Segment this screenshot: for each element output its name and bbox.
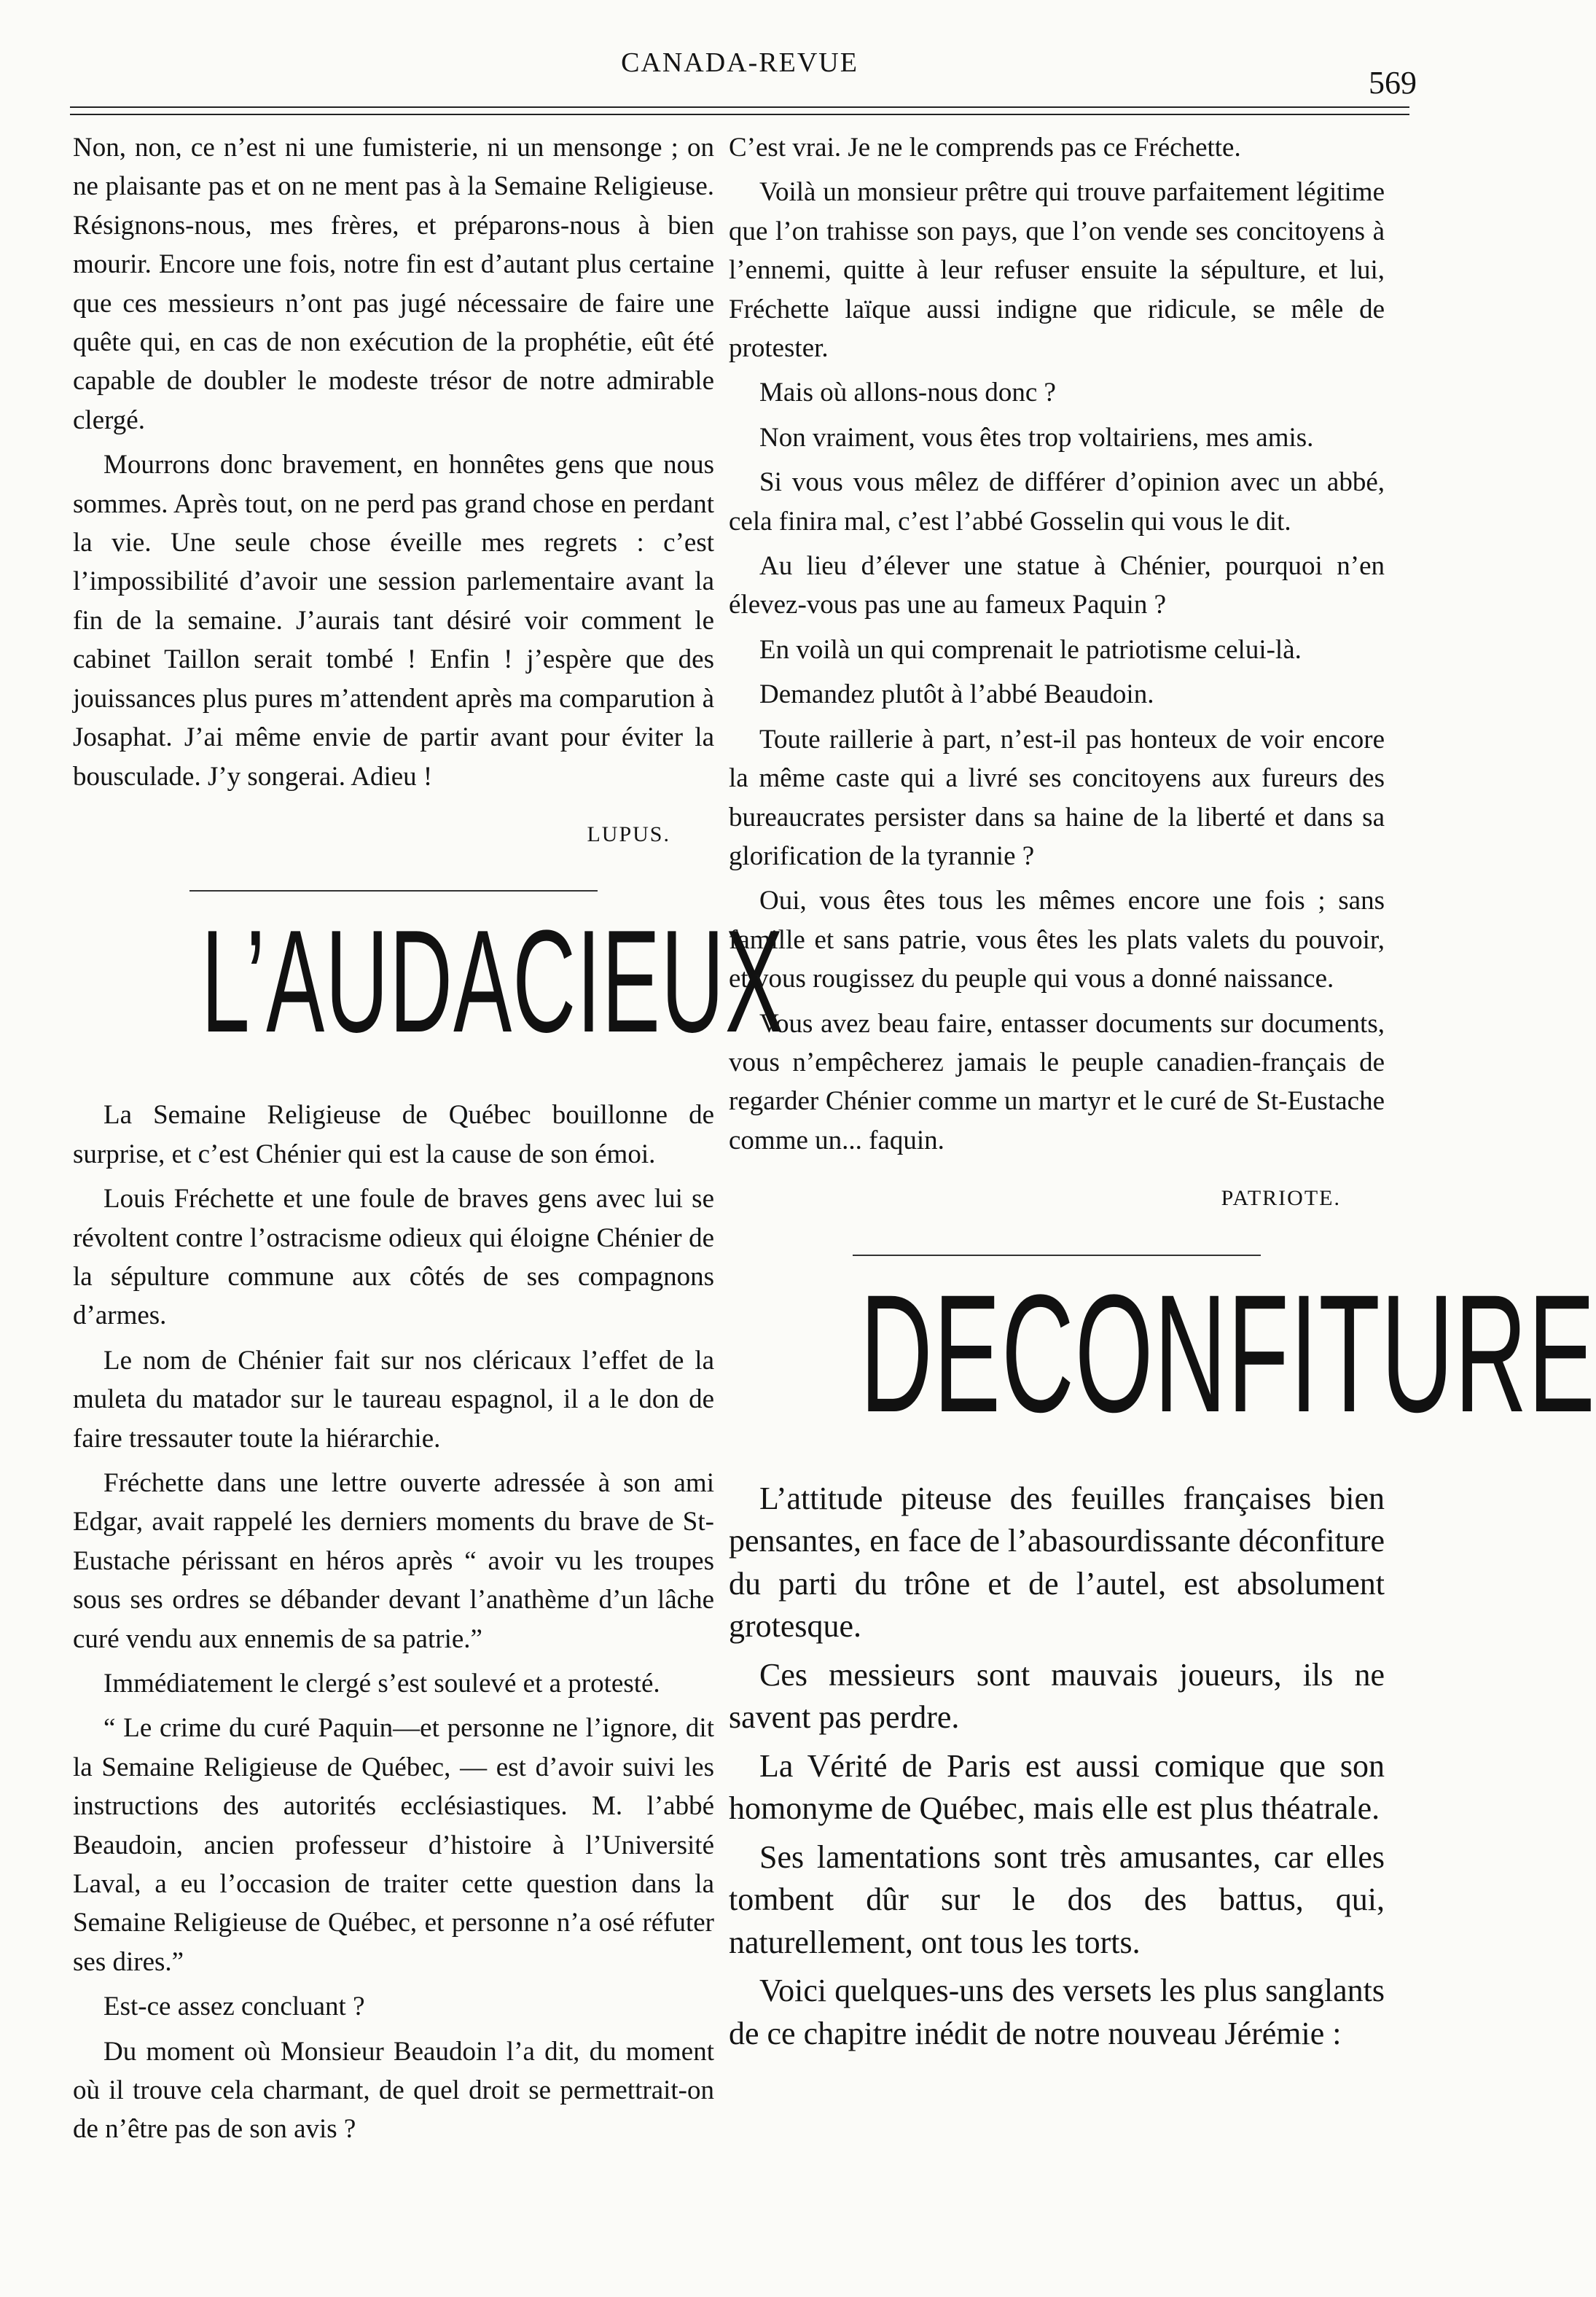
section-divider (853, 1255, 1261, 1256)
paragraph: Au lieu d’élever une statue à Chénier, pourquoi n’en élevez-vous pas une au fameux Paquin ? (729, 551, 1385, 620)
signature-lupus: LUPUS. (587, 822, 670, 846)
paragraph: Mais où allons-nous donc ? (759, 378, 1056, 408)
paragraph: Mourrons donc bravement, en honnêtes gens que nous sommes. Après tout, on ne perd pas grand chose en perdant la vie. Une seule chose éveille mes regrets : c’est l’impossibilité d’avoir une session parlementaire avant la fin de la semaine. J’aurais tant désiré voir comment le cabinet Taillon serait tombé ! Enfin ! j’espère que des jouissances plus pures m’attendent après ma comparution à Josaphat. J’ai même envie de partir avant pour éviter la bousculade. J’y songerai. Adieu ! (73, 450, 714, 792)
paragraph: La Vérité de Paris est aussi comique que son homonyme de Québec, mais elle est plus théatrale. (729, 1747, 1385, 1827)
paragraph: Ses lamentations sont très amusantes, car elles tombent dûr sur le dos des battus, qui, naturellement, ont tous les torts. (729, 1838, 1385, 1960)
paragraph: Si vous vous mêlez de différer d’opinion avec un abbé, cela finira mal, c’est l’abbé Gosselin qui vous le dit. (729, 467, 1385, 537)
paragraph: Non vraiment, vous êtes trop voltairiens, mes amis. (759, 422, 1314, 453)
paragraph: Le nom de Chénier fait sur nos cléricaux l’effet de la muleta du matador sur le taureau espagnol, il a le don de faire tressauter toute la hiérarchie. (73, 1345, 714, 1454)
paragraph: La Semaine Religieuse de Québec bouillonne de surprise, et c’est Chénier qui est la cause de son émoi. (73, 1100, 714, 1169)
paragraph: Louis Fréchette et une foule de braves gens avec lui se révoltent contre l’ostracisme odieux qui éloigne Chénier de la sépulture commune aux côtés de ses compagnons d’armes. (73, 1184, 714, 1331)
deconfiture-body (729, 1478, 1385, 2056)
paragraph: Voici quelques-uns des versets les plus sanglants de ce chapitre inédit de notre nouveau Jérémie : (729, 1973, 1385, 2051)
right-column (729, 128, 1596, 2061)
paragraph: Vous avez beau faire, entasser documents sur documents, vous n’empêcherez jamais le peuple canadien-français de regarder Chénier comme un martyr et le curé de St-Eustache comme un... faquin. (729, 1008, 1385, 1155)
header-double-rule (70, 106, 1409, 115)
section-divider (189, 890, 598, 892)
paragraph: Voilà un monsieur prêtre qui trouve parfaitement légitime que l’on trahisse son pays, que l’on vende ses concitoyens à l’ennemi, quitte à leur refuser ensuite la sépulture, et lui, Fréchette laïque aussi indigne que ridicule, se mêle de protester. (729, 177, 1385, 364)
paragraph: L’attitude piteuse des feuilles françaises bien pensantes, en face de l’abasourdissante déconfiture du parti du trône et de l’autel, est absolument grotesque. (729, 1480, 1385, 1645)
page-number: 569 (1369, 65, 1417, 101)
paragraph: Immédiatement le clergé s’est soulevé et a protesté. (103, 1669, 660, 1699)
paragraph: En voilà un qui comprenait le patriotisme celui-là. (759, 634, 1302, 665)
paragraph: Du moment où Monsieur Beaudoin l’a dit, du moment où il trouve cela charmant, de quel droit se permettrait-on de n’être pas de son avis ? (73, 2036, 714, 2145)
paragraph: Ces messieurs sont mauvais joueurs, ils ne savent pas perdre. (729, 1656, 1385, 1736)
paragraph: Est-ce assez concluant ? (103, 1992, 365, 2022)
paragraph: Oui, vous êtes tous les mêmes encore une fois ; sans famille et sans patrie, vous êtes les plats valets du pouvoir, et vous rougissez du peuple qui vous a donné naissance. (729, 886, 1385, 994)
paragraph: Demandez plutôt à l’abbé Beaudoin. (759, 679, 1154, 710)
paragraph: C’est vrai. Je ne le comprends pas ce Fréchette. (729, 133, 1241, 163)
article-title: DECONFITURE (860, 1259, 1596, 1447)
quotation-paragraph: “ Le crime du curé Paquin—et personne ne l’ignore, dit la Semaine Religieuse de Québec, — est d’avoir suivi les instructions des autorités ecclésiastiques. M. l’abbé Beaudoin, ancien professeur d’histoire à l’Université Laval, a eu l’occasion de traiter cette question dans la Semaine Religieuse de Québec, et personne n’a osé réfuter ses dires.” (73, 1713, 714, 1977)
paragraph: Non, non, ce n’est ni une fumisterie, ni un mensonge ; on ne plaisante pas et on ne ment pas à la Semaine Religieuse. Résignons-nous, mes frères, et préparons-nous à bien mourir. Encore une fois, notre fin est d’autant plus certaine que ces messieurs n’ont pas jugé nécessaire de faire une quête qui, en cas de non exécution de la prophétie, eût été capable de doubler le modeste trésor de notre admirable clergé. (73, 133, 714, 435)
signature-patriote: PATRIOTE. (1221, 1186, 1341, 1211)
paragraph: Fréchette dans une lettre ouverte adressée à son ami Edgar, avait rappelé les derniers moments du brave de St-Eustache périssant en héros après “ avoir vu les troupes sous ses ordres se débander devant l’anathème d’un lâche curé vendu aux ennemis de sa patrie.” (73, 1467, 714, 1654)
running-title: CANADA-REVUE (621, 47, 858, 78)
article-title: L’AUDACIEUX (201, 900, 785, 1064)
left-column (73, 128, 785, 2155)
paragraph: Toute raillerie à part, n’est-il pas honteux de voir encore la même caste qui a livré ses concitoyens aux fureurs des bureaucrates persister dans sa haine de la liberté et dans sa glorification de la tyrannie ? (729, 724, 1385, 871)
